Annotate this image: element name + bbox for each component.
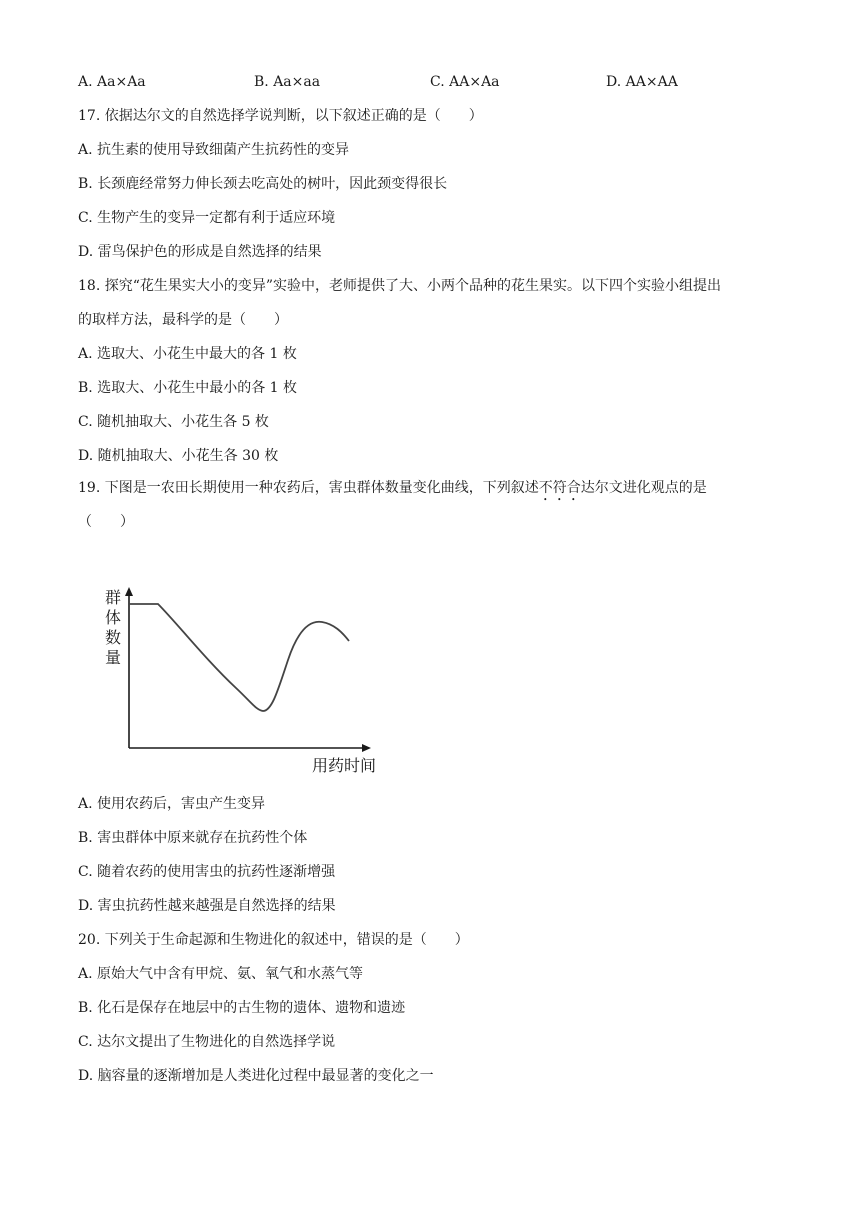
q16-option-c[interactable]: C. AA×Aa bbox=[430, 74, 500, 90]
q18-stem-line2: 的取样方法，最科学的是（ ） bbox=[78, 312, 288, 328]
graph-y-label-char: 群 bbox=[104, 588, 121, 607]
x-axis-arrow bbox=[362, 744, 371, 752]
q17-stem: 17. 依据达尔文的自然选择学说判断，以下叙述正确的是（ ） bbox=[78, 108, 483, 124]
q19-option-c[interactable]: C. 随着农药的使用害虫的抗药性逐渐增强 bbox=[78, 864, 336, 880]
q20-stem: 20. 下列关于生命起源和生物进化的叙述中，错误的是（ ） bbox=[78, 932, 469, 948]
q16-option-d[interactable]: D. AA×AA bbox=[606, 74, 678, 90]
q19-stem-emphasis: 不符合 bbox=[538, 480, 581, 496]
graph-y-label bbox=[104, 588, 122, 668]
q16-option-a[interactable]: A. Aa×Aa bbox=[78, 74, 146, 90]
q18-option-a[interactable]: A. 选取大、小花生中最大的各 1 枚 bbox=[78, 346, 297, 362]
graph-y-label-char: 体 bbox=[104, 608, 121, 627]
q19-option-d[interactable]: D. 害虫抗药性越来越强是自然选择的结果 bbox=[78, 898, 336, 914]
q20-option-a[interactable]: A. 原始大气中含有甲烷、氨、氧气和水蒸气等 bbox=[78, 966, 364, 982]
q16-option-b[interactable]: B. Aa×aa bbox=[254, 74, 321, 90]
q19-stem-line1 bbox=[78, 478, 707, 504]
q20-option-c[interactable]: C. 达尔文提出了生物进化的自然选择学说 bbox=[78, 1034, 336, 1050]
graph-y-label-char: 数 bbox=[104, 628, 121, 647]
q19-stem-before: 19. 下图是一农田长期使用一种农药后，害虫群体数量变化曲线，下列叙述 bbox=[78, 480, 539, 496]
population-graph bbox=[96, 580, 396, 780]
q18-option-c[interactable]: C. 随机抽取大、小花生各 5 枚 bbox=[78, 414, 269, 430]
q19-stem-after: 达尔文进化观点的是 bbox=[580, 480, 707, 496]
q18-stem-line1: 18. 探究“花生果实大小的变异”实验中，老师提供了大、小两个品种的花生果实。以下四个实验小组提出 bbox=[78, 278, 722, 294]
q20-option-d[interactable]: D. 脑容量的逐渐增加是人类进化过程中最显著的变化之一 bbox=[78, 1068, 434, 1084]
q20-option-b[interactable]: B. 化石是保存在地层中的古生物的遗体、遗物和遗迹 bbox=[78, 1000, 406, 1016]
population-curve bbox=[129, 604, 349, 711]
graph-x-label: 用药时间 bbox=[312, 756, 377, 775]
q18-option-d[interactable]: D. 随机抽取大、小花生各 30 枚 bbox=[78, 448, 279, 464]
q19-option-b[interactable]: B. 害虫群体中原来就存在抗药性个体 bbox=[78, 830, 308, 846]
q17-option-c[interactable]: C. 生物产生的变异一定都有利于适应环境 bbox=[78, 210, 336, 226]
q18-option-b[interactable]: B. 选取大、小花生中最小的各 1 枚 bbox=[78, 380, 297, 396]
y-axis-arrow bbox=[125, 587, 133, 596]
q17-option-a[interactable]: A. 抗生素的使用导致细菌产生抗药性的变异 bbox=[78, 142, 350, 158]
q17-option-d[interactable]: D. 雷鸟保护色的形成是自然选择的结果 bbox=[78, 244, 322, 260]
population-graph-svg bbox=[96, 580, 396, 780]
q17-option-b[interactable]: B. 长颈鹿经常努力伸长颈去吃高处的树叶，因此颈变得很长 bbox=[78, 176, 448, 192]
graph-y-label-char: 量 bbox=[104, 648, 121, 667]
q16-options bbox=[78, 72, 778, 92]
q19-stem-line2: （ ） bbox=[78, 514, 134, 530]
q19-option-a[interactable]: A. 使用农药后，害虫产生变异 bbox=[78, 796, 266, 812]
